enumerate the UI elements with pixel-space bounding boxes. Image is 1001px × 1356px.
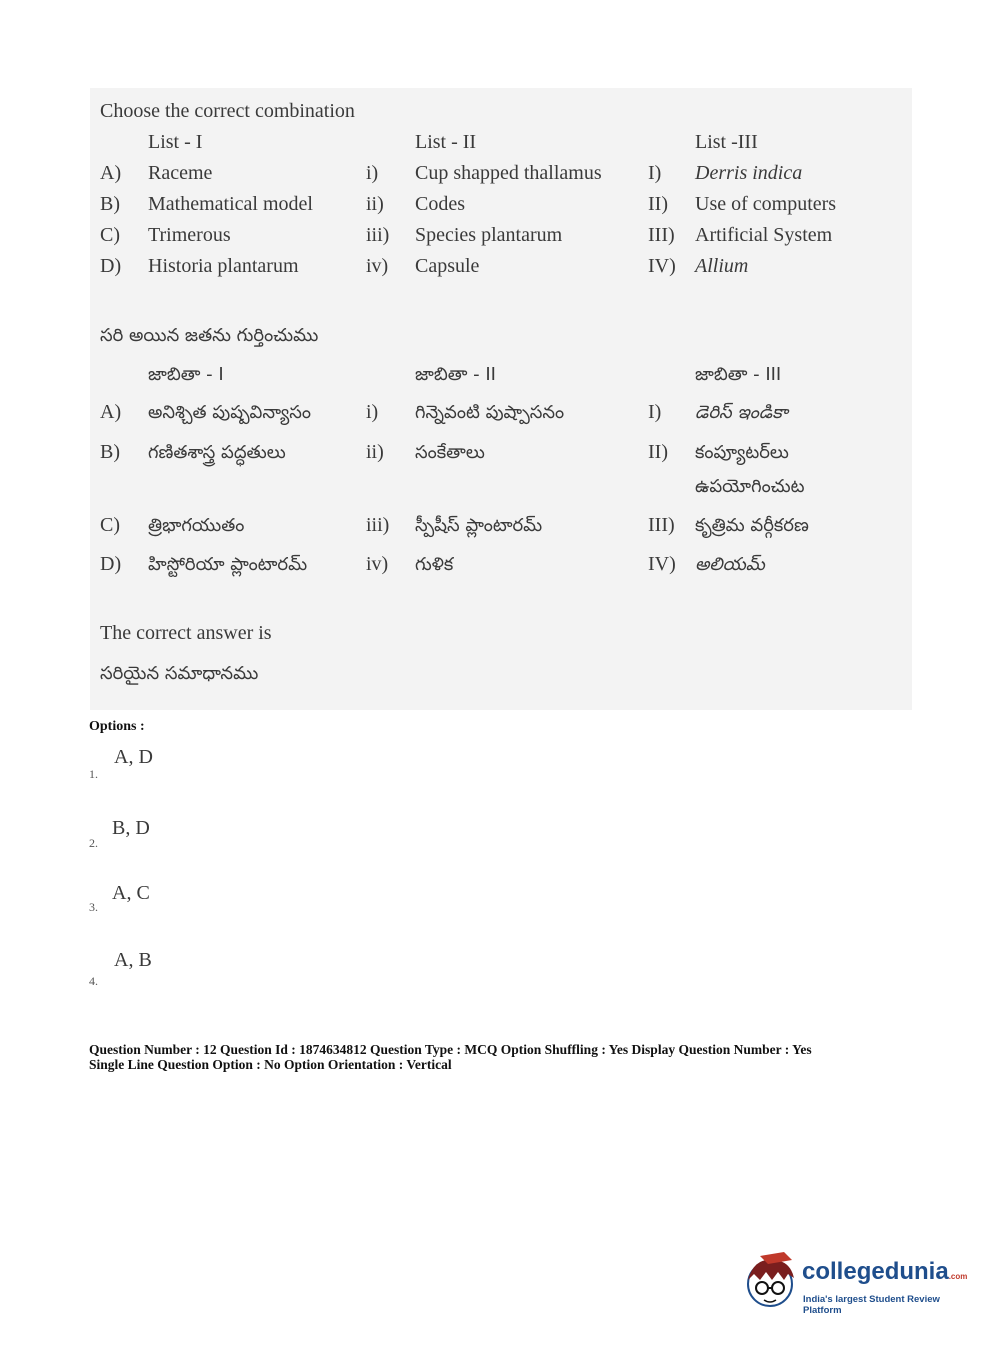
list1-item: Raceme <box>148 162 213 184</box>
list3-item: Derris indica <box>695 162 803 184</box>
list3-item-line2: ఉపయోగించుట <box>695 476 805 497</box>
logo-tagline: India's largest Student Review Platform <box>803 1294 940 1316</box>
row-letter: C) <box>100 224 120 246</box>
list2-header: List - II <box>415 131 477 153</box>
option-text: B, D <box>112 817 150 839</box>
list2-item: సంకేతాలు <box>415 442 485 463</box>
option-number: 4. <box>89 974 98 988</box>
option-text: A, D <box>114 746 153 768</box>
list3-item: Allium <box>695 255 749 277</box>
te-list1-header: జాబితా - I <box>148 364 224 385</box>
te-list2-header: జాబితా - II <box>415 364 496 385</box>
row-letter: B) <box>100 441 120 463</box>
row-roman: i) <box>366 401 379 423</box>
list2-item: స్పీషీస్ ప్లాంటారమ్ <box>415 515 543 536</box>
answer-prompt-te: సరియైన సమాధానము <box>100 663 259 684</box>
list1-header: List - I <box>148 131 203 153</box>
list3-item: Use of computers <box>695 193 837 215</box>
list3-item: డెరిస్ ఇండికా <box>695 402 788 423</box>
list2-item: గుళిక <box>415 554 454 575</box>
row-cap: I) <box>648 162 662 184</box>
meta-line-2: Single Line Question Option : No Option Orientation : Vertical <box>89 1057 452 1072</box>
options-label: Options : <box>89 719 145 734</box>
row-cap: IV) <box>648 553 676 575</box>
student-mascot-icon <box>740 1250 802 1312</box>
option-number: 3. <box>89 900 98 914</box>
list1-item: Mathematical model <box>148 193 313 215</box>
row-roman: ii) <box>366 441 384 463</box>
list1-item: Historia plantarum <box>148 255 299 277</box>
row-roman: iii) <box>366 224 390 246</box>
row-letter: B) <box>100 193 120 215</box>
option-number: 2. <box>89 836 98 850</box>
list3-item: Artificial System <box>695 224 833 246</box>
option-text: A, C <box>112 882 150 904</box>
row-cap: III) <box>648 514 675 536</box>
answer-prompt-en: The correct answer is <box>100 622 272 644</box>
question-prompt-en: Choose the correct combination <box>100 100 355 122</box>
row-cap: III) <box>648 224 675 246</box>
row-letter: D) <box>100 553 122 575</box>
logo-suffix: .com <box>948 1272 968 1281</box>
list2-item: Codes <box>415 193 465 215</box>
row-letter: C) <box>100 514 120 536</box>
question-image <box>90 88 912 710</box>
te-list3-header: జాబితా - III <box>695 364 782 385</box>
list2-item: Cup shapped thallamus <box>415 162 602 184</box>
row-letter: A) <box>100 401 122 423</box>
row-cap: II) <box>648 441 668 463</box>
row-cap: II) <box>648 193 668 215</box>
list3-item: అలియమ్ <box>695 554 765 575</box>
row-roman: iv) <box>366 553 389 575</box>
list1-item: త్రిభాగయుతం <box>148 515 245 536</box>
option-number: 1. <box>89 767 98 781</box>
list3-header: List -III <box>695 131 758 153</box>
row-letter: D) <box>100 255 122 277</box>
row-cap: IV) <box>648 255 676 277</box>
collegedunia-logo <box>740 1250 970 1315</box>
list2-item: గిన్నెవంటి పుష్పాసనం <box>415 402 565 423</box>
logo-name: collegedunia <box>802 1258 949 1285</box>
list3-item: కంప్యూటర్‌లు <box>695 442 789 463</box>
row-cap: I) <box>648 401 662 423</box>
row-roman: iii) <box>366 514 390 536</box>
question-meta <box>89 1042 812 1072</box>
option-text: A, B <box>114 949 152 971</box>
list3-item: కృత్రిమ వర్గీకరణ <box>695 515 809 536</box>
row-roman: i) <box>366 162 379 184</box>
list1-item: అనిశ్చిత పుష్పవిన్యాసం <box>148 402 312 423</box>
row-roman: iv) <box>366 255 389 277</box>
row-roman: ii) <box>366 193 384 215</box>
logo-wordmark <box>802 1258 967 1286</box>
row-letter: A) <box>100 162 122 184</box>
list1-item: Trimerous <box>148 224 231 246</box>
question-prompt-te: సరి అయిన జతను గుర్తించుము <box>100 325 319 346</box>
list1-item: గణితశాస్త్ర పద్ధతులు <box>148 442 286 463</box>
meta-line-1: Question Number : 12 Question Id : 1874634812 Question Type : MCQ Option Shuffling : Yes Display Question Number : Yes <box>89 1042 812 1057</box>
list1-item: హిస్టోరియా ప్లాంటారమ్ <box>148 554 308 575</box>
list2-item: Capsule <box>415 255 480 277</box>
list2-item: Species plantarum <box>415 224 563 246</box>
